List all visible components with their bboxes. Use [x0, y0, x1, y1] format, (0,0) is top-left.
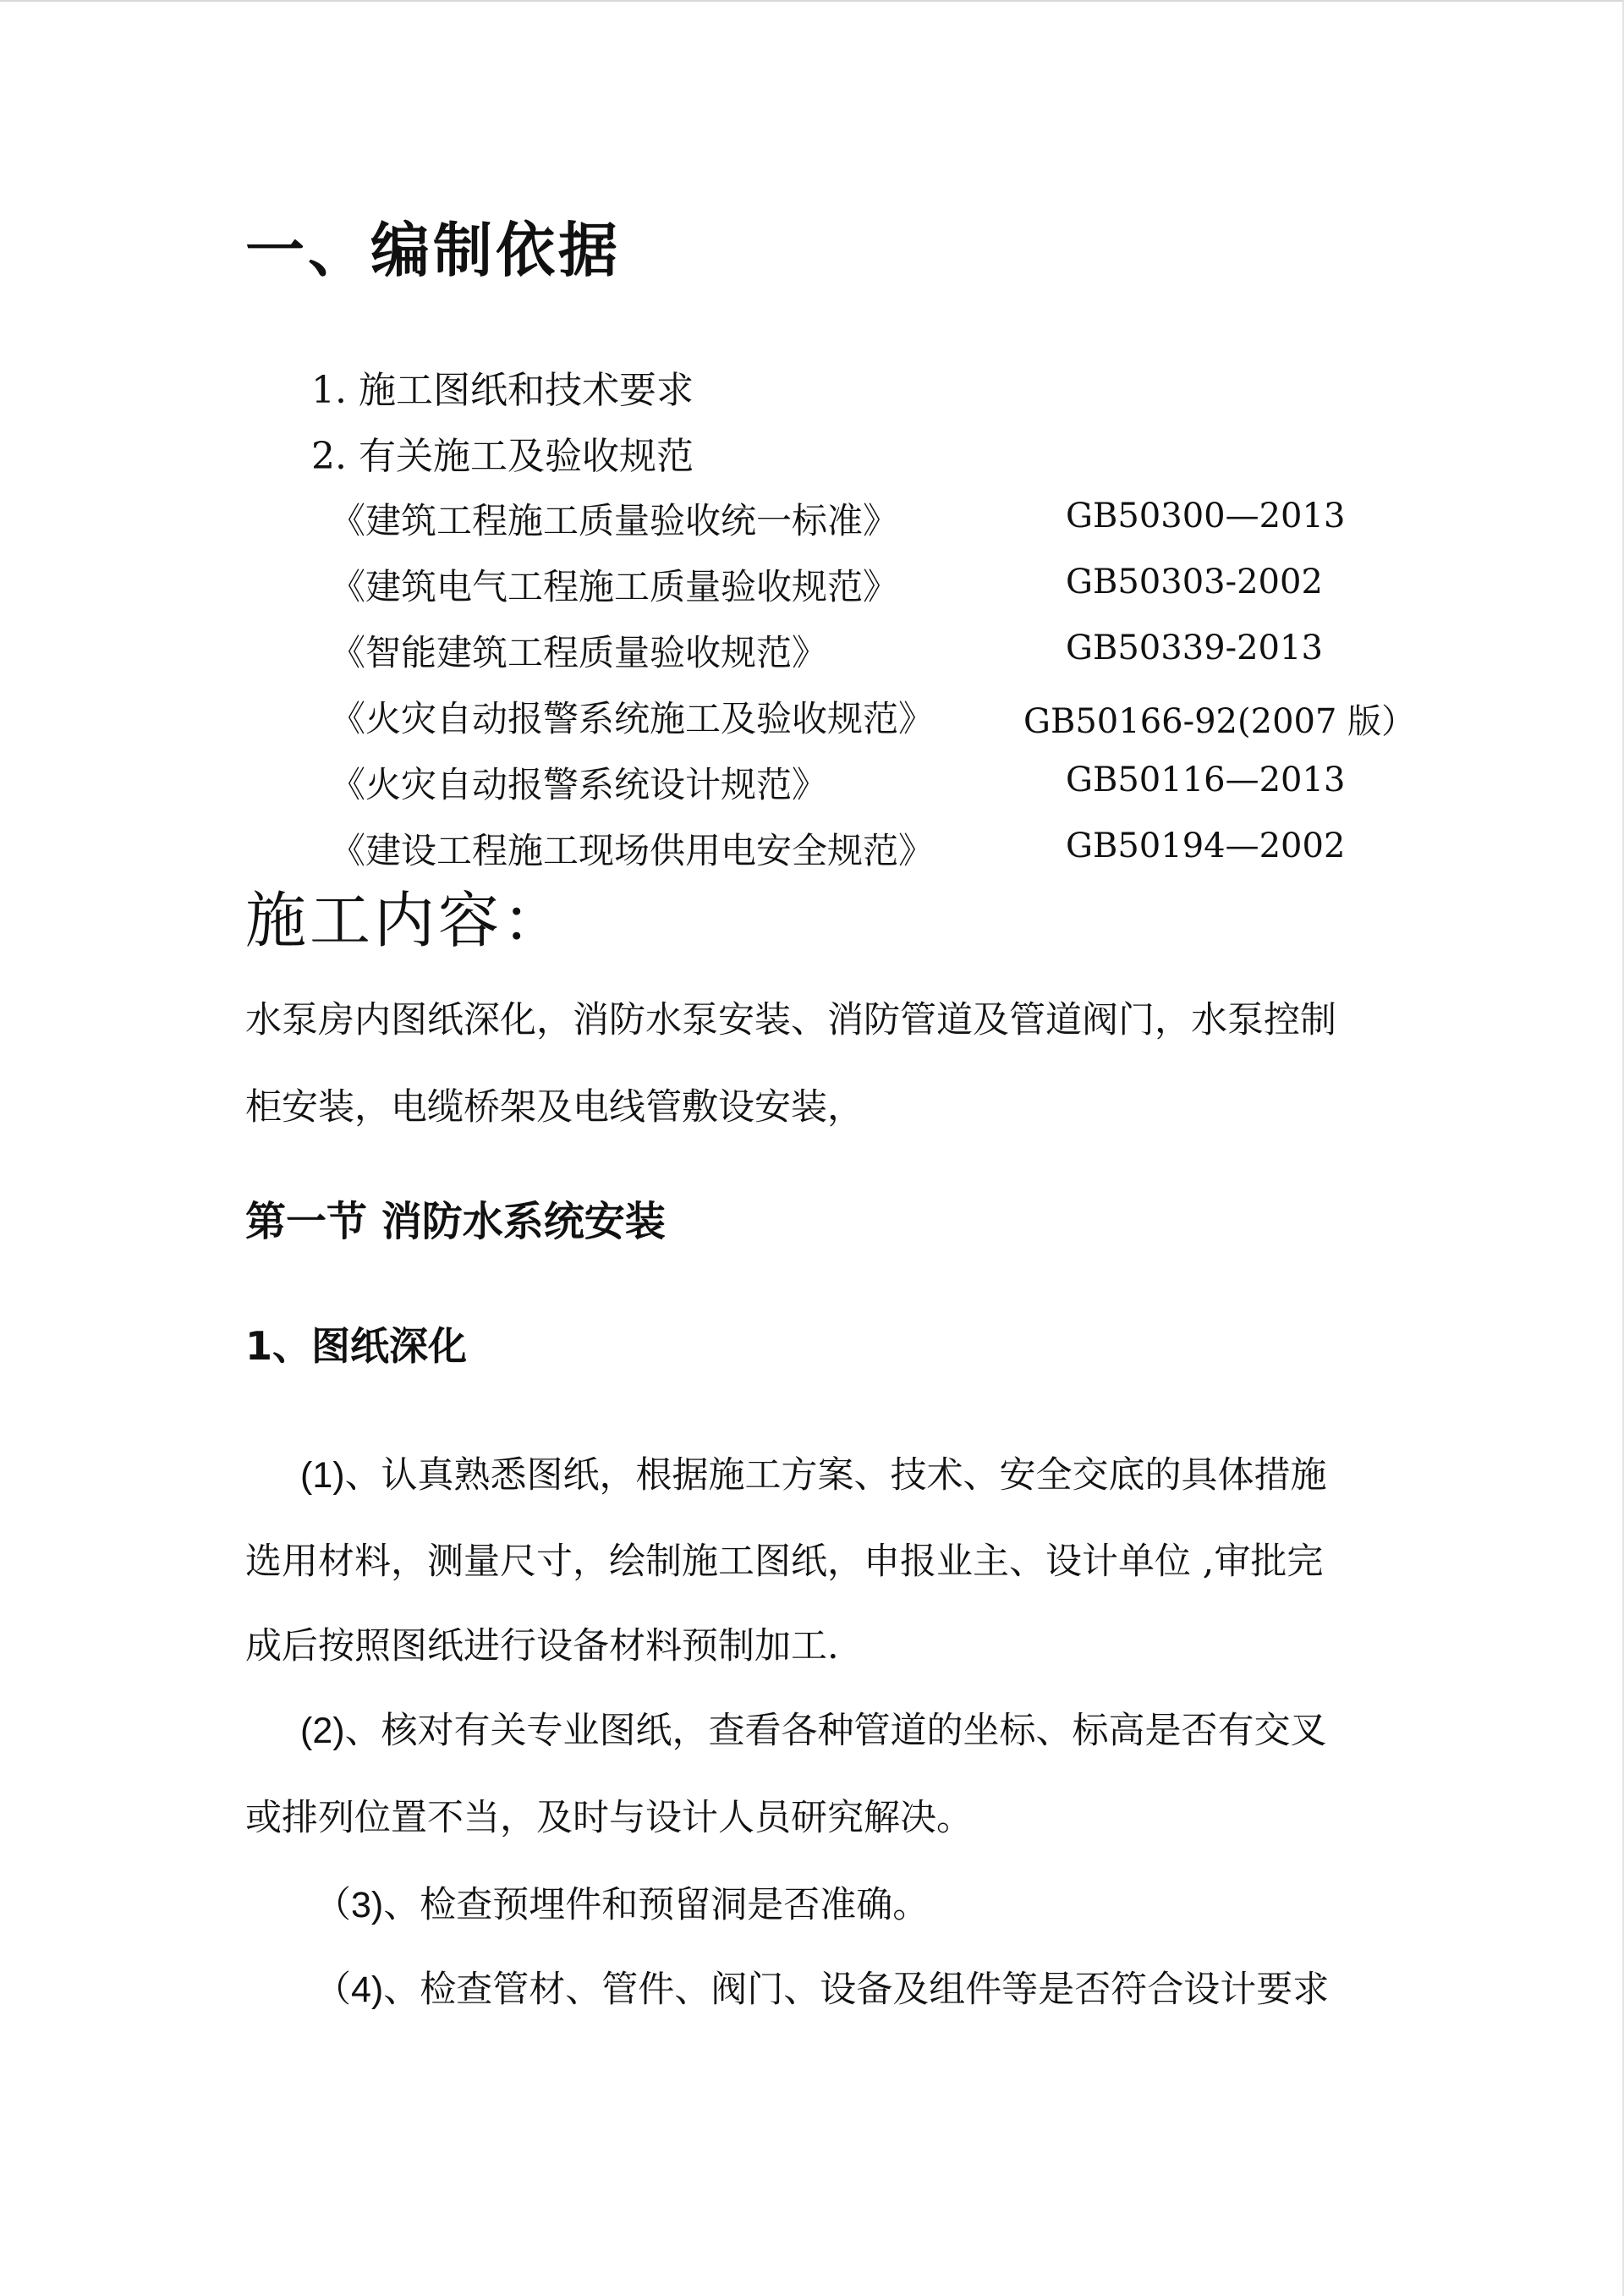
spec-title: 《火灾自动报警系统设计规范》 — [330, 764, 828, 805]
step-number: (1) — [300, 1455, 345, 1496]
basis-item-1: 1. 施工图纸和技术要求 — [311, 369, 694, 412]
spec-title: 《智能建筑工程质量验收规范》 — [330, 632, 828, 673]
step-text: 、检查管材、管件、阀门、设备及组件等是否符合设计要求 — [383, 1969, 1330, 2011]
step-2-line-1 — [300, 1702, 1327, 1754]
step-4-line-1 — [315, 1961, 1329, 2013]
step-text: 、认真熟悉图纸，根据施工方案、技术、安全交底的具体措施 — [344, 1454, 1327, 1497]
document-body — [245, 0, 1429, 2296]
heading-content: 施工内容： — [245, 885, 568, 956]
step-1-line-1 — [300, 1447, 1327, 1498]
subsection-title: 1、图纸深化 — [245, 1323, 468, 1369]
spec-code: GB50194—2002 — [1066, 827, 1346, 865]
spec-title: 《建筑电气工程施工质量验收规范》 — [330, 566, 899, 607]
step-number: (2) — [300, 1711, 345, 1751]
content-line: 水泵房内图纸深化，消防水泵安装、消防管道及管道阀门，水泵控制 — [245, 999, 1336, 1041]
step-text: 、核对有关专业图纸，查看各种管道的坐标、标高是否有交叉 — [344, 1710, 1327, 1752]
step-1-line-2: 选用材料，测量尺寸，绘制施工图纸，申报业主、设计单位 ,审批完 — [245, 1541, 1324, 1583]
heading-basis: 一、编制依据 — [245, 215, 621, 285]
spec-code: GB50116—2013 — [1066, 761, 1346, 799]
step-1-line-3: 成后按照图纸进行设备材料预制加工. — [245, 1625, 839, 1667]
spec-code: GB50300—2013 — [1066, 497, 1346, 536]
spec-title: 《建设工程施工现场供用电安全规范》 — [330, 830, 935, 871]
spec-code: GB50339-2013 — [1066, 629, 1323, 667]
step-text: 、检查预埋件和预留洞是否准确。 — [383, 1884, 930, 1926]
spec-code: GB50303-2002 — [1066, 563, 1323, 601]
section-title: 第一节 消防水系统安装 — [245, 1198, 666, 1245]
basis-item-2: 2. 有关施工及验收规范 — [311, 435, 694, 478]
step-2-line-2: 或排列位置不当，及时与设计人员研究解决。 — [245, 1797, 973, 1839]
spec-code: GB50166-92(2007 版） — [1023, 702, 1416, 741]
spec-title: 《火灾自动报警系统施工及验收规范》 — [330, 698, 935, 739]
content-line: 柜安装，电缆桥架及电线管敷设安装， — [245, 1086, 864, 1129]
step-number: （3) — [315, 1885, 384, 1925]
step-3-line-1 — [315, 1876, 929, 1928]
step-number: （4) — [315, 1969, 384, 2010]
spec-title: 《建筑工程施工质量验收统一标准》 — [330, 500, 899, 541]
